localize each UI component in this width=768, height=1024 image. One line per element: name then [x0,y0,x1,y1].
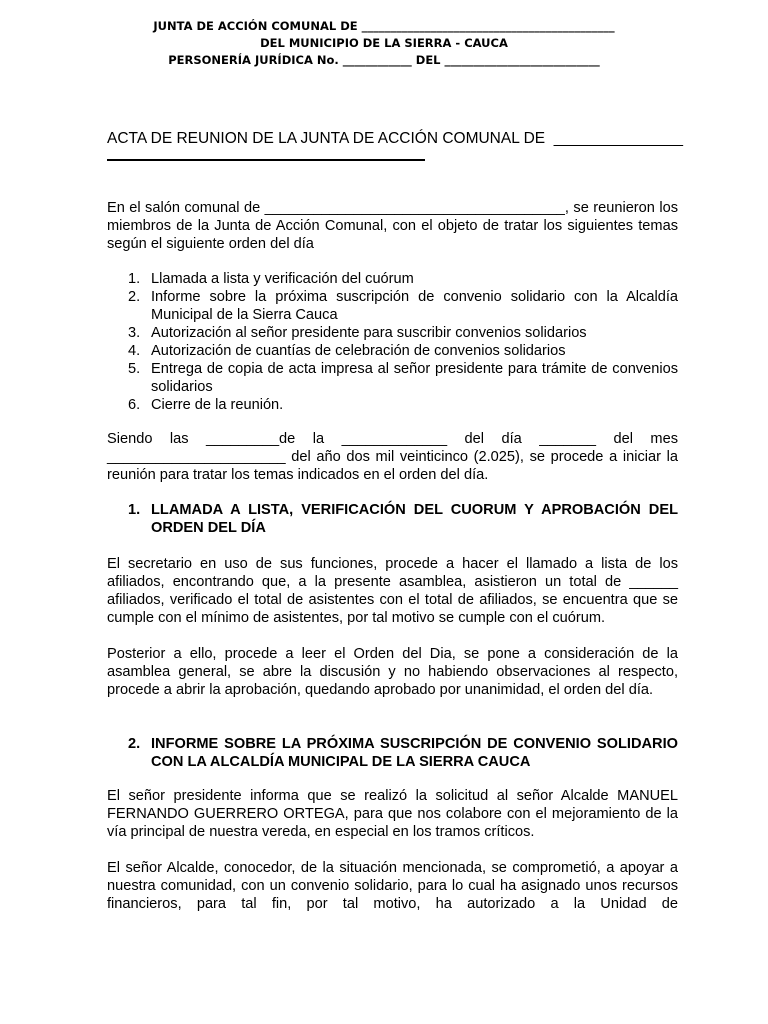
agenda-item: 5. Entrega de copia de acta impresa al señor presidente para trámite de convenios solidarios [128,361,678,395]
intro-block [107,199,678,253]
section-1 [107,501,678,537]
header-line-1: JUNTA DE ACCIÓN COMUNAL DE ____________________________________________ [153,19,615,33]
section-2-body-2 [107,859,678,913]
date-block [107,430,678,484]
title-underline [107,159,425,161]
section-2-body [107,787,678,841]
document-header [0,18,768,69]
agenda-item: 2. Informe sobre la próxima suscripción de convenio solidario con la Alcaldía Municipal de la Sierra Cauca [128,289,678,323]
agenda-list [107,270,678,414]
header-line-2: DEL MUNICIPIO DE LA SIERRA - CAUCA [260,36,508,50]
section-1-paragraph-2: Posterior a ello, procede a leer el Orden del Dia, se pone a consideración de la asamblea general, se abre la discusión y no habiendo observaciones al respecto, procede a abrir la aprobación, quedando aprobado por unanimidad, el orden del día. [107,646,678,698]
section-1-body-2 [107,645,678,699]
agenda-item: 3. Autorización al señor presidente para suscribir convenios solidarios [128,325,587,341]
section-1-paragraph-1: El secretario en uso de sus funciones, procede a hacer el llamado a lista de los afiliados, encontrando que, a la presente asamblea, asistieron un total de ______ afiliados, verificado el total de asistentes con el total de afiliados, se encuentra que se cumple con el mínimo de asistentes, por tal motivo se cumple con el cuórum. [107,556,678,626]
document-title: ACTA DE REUNION DE LA JUNTA DE ACCIÓN COMUNAL DE _______________ [107,130,684,147]
agenda-item: 1. Llamada a lista y verificación del cuórum [128,271,414,287]
agenda-block [107,270,678,414]
section-2-paragraph-1: El señor presidente informa que se realizó la solicitud al señor Alcalde MANUEL FERNANDO GUERRERO ORTEGA, para que nos colabore con el mejoramiento de la vía principal de nuestra vereda, en especial en los tramos críticos. [107,788,678,840]
section-2-heading: 2. INFORME SOBRE LA PRÓXIMA SUSCRIPCIÓN DE CONVENIO SOLIDARIO CON LA ALCALDÍA MUNICIPAL DE LA SIERRA CAUCA [128,736,678,770]
header-line-3: PERSONERÍA JURÍDICA No. ____________ DEL ___________________________ [168,53,600,67]
date-paragraph: Siendo las _________de la _____________ del día _______ del mes ______________________ del año dos mil veinticinco (2.025), se procede a iniciar la reunión para tratar los temas indicados en el orden del día. [107,431,678,483]
agenda-item: 4. Autorización de cuantías de celebración de convenios solidarios [128,343,566,359]
intro-paragraph: En el salón comunal de _____________________________________, se reunieron los miembros de la Junta de Acción Comunal, con el objeto de tratar los siguientes temas según el siguiente orden del día [107,200,678,252]
section-2-paragraph-2: El señor Alcalde, conocedor, de la situación mencionada, se comprometió, a apoyar a nuestra comunidad, con un convenio solidario, para lo cual ha asignado unos recursos financieros, para tal fin, por tal motivo, ha autorizado a la Unidad de [107,860,678,912]
section-2 [107,735,678,771]
section-1-heading: 1. LLAMADA A LISTA, VERIFICACIÓN DEL CUORUM Y APROBACIÓN DEL ORDEN DEL DÍA [128,502,678,536]
agenda-item: 6. Cierre de la reunión. [128,397,284,413]
section-1-body [107,555,678,627]
